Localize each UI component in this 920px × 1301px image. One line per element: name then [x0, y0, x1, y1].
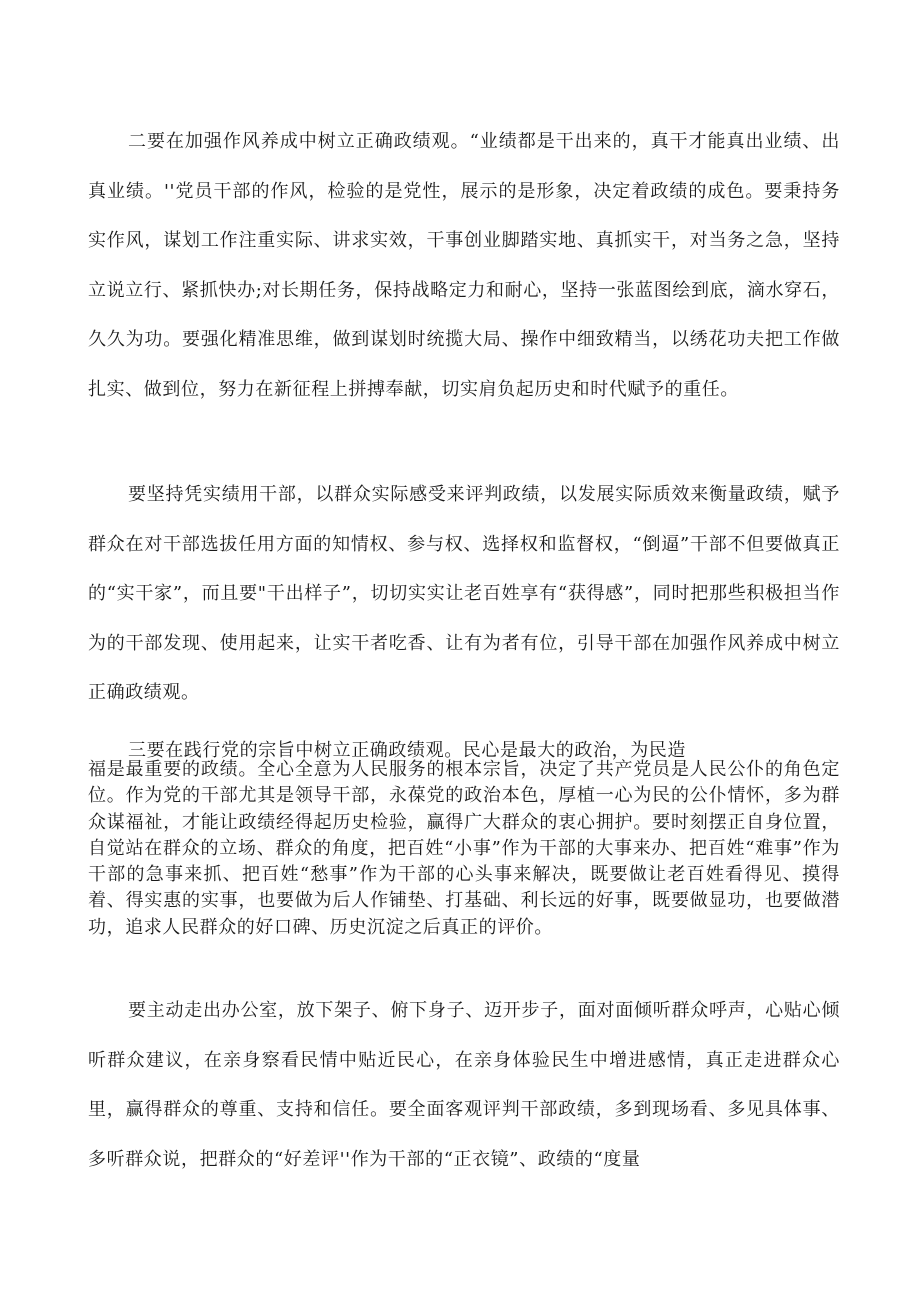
- paragraph-party-purpose-heading: 三要在践行党的宗旨中树立正确政绩观。民心是最大的政治，为民造: [128, 740, 686, 761]
- paragraph-go-among-masses: 要主动走出办公室，放下架子、俯下身子、迈开步子，面对面倾听群众呼声，心贴心倾听群众建议，在亲身察看民情中贴近民心，在亲身体验民生中增进感情，真正走进群众心里，赢得群众的尊重、支持和信任。要全面客观评判干部政绩，多到现场看、多见具体事、多听群众说，把群众的“好差评''作为干部的“正衣镜”、政绩的“度量: [88, 1000, 840, 1170]
- paragraph-party-purpose-body: 福是最重要的政绩。全心全意为人民服务的根本宗旨，决定了共产党员是人民公仆的角色定位。作为党的干部尤其是领导干部，永葆党的政治本色，厚植一心为民的公仆情怀，多为群众谋福祉，才能让政绩经得起历史检验，赢得广大群众的衷心拥护。要时刻摆正自身位置，自觉站在群众的立场、群众的角度，把百姓“小事”作为干部的大事来办、把百姓“难事”作为干部的急事来抓、把百姓“愁事”作为干部的心头事来解决，既要做让老百姓看得见、摸得着、得实惠的实事，也要做为后人作铺垫、打基础、利长远的好事，既要做显功，也要做潜功，追求人民群众的好口碑、历史沉淀之后真正的评价。: [88, 759, 840, 938]
- paragraph-work-style: 二要在加强作风养成中树立正确政绩观。“业绩都是干出来的，真干才能真出业绩、出真业绩。''党员干部的作风，检验的是党性，展示的是形象，决定着政绩的成色。要秉持务实作风，谋划工作注重实际、讲求实效，干事创业脚踏实地、真抓实干，对当务之急，坚持立说立行、紧抓快办;对长期任务，保持战略定力和耐心，坚持一张蓝图绘到底，滴水穿石，久久为功。要强化精准思维，做到谋划时统揽大局、操作中细致精当，以绣花功夫把工作做扎实、做到位，努力在新征程上拼搏奉献，切实肩负起历史和时代赋予的重任。: [88, 131, 840, 400]
- paragraph-appoint-by-performance: 要坚持凭实绩用干部，以群众实际感受来评判政绩，以发展实际质效来衡量政绩，赋予群众在对干部选拔任用方面的知情权、参与权、选择权和监督权，“倒逼”干部不但要做真正的“实干家”，而且要"干出样子”，切切实实让老百姓享有“获得感”，同时把那些积极担当作为的干部发现、使用起来，让实干者吃香、让有为者有位，引导干部在加强作风养成中树立正确政绩观。: [88, 484, 840, 703]
